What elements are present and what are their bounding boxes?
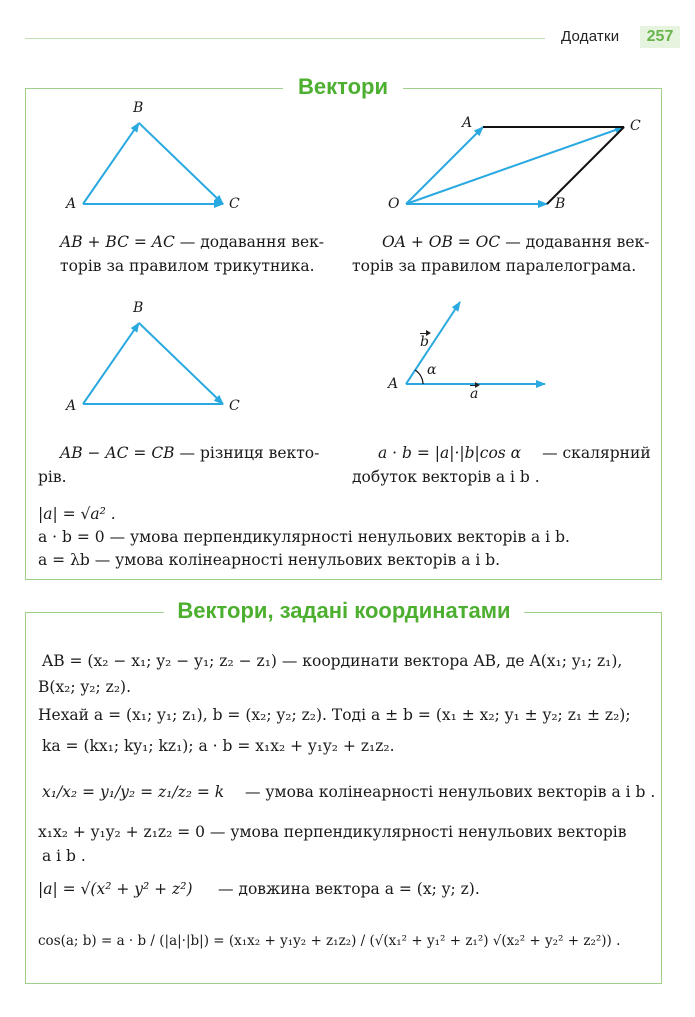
coords-perp-line2: a і b . bbox=[42, 847, 86, 865]
angle-label-a: A bbox=[388, 376, 399, 392]
dot-text1: — скалярний bbox=[542, 444, 651, 462]
par-label-o: O bbox=[388, 196, 400, 212]
tri2-label-a: A bbox=[66, 398, 77, 414]
length-formula: |a| = √(x² + y² + z²) bbox=[38, 880, 193, 898]
coords-line1: AB = (x₂ − x₁; y₂ − y₁; z₂ − z₁) — координати вектора AB, де A(x₁; y₁; z₁), bbox=[42, 652, 623, 670]
coords-coll-text: — умова колінеарності ненульових векторів a і b . bbox=[245, 783, 656, 801]
diff-text1: — різниця векто- bbox=[179, 444, 320, 462]
par-label-a: A bbox=[462, 115, 473, 131]
diff-line1 bbox=[60, 442, 319, 465]
sum-par-text2: торів за правилом паралелограма. bbox=[352, 257, 637, 275]
vec-a-label: a bbox=[470, 386, 479, 402]
par-label-c: C bbox=[630, 118, 641, 134]
dot-text2: добуток векторів a і b . bbox=[352, 468, 540, 486]
sum-par-line1 bbox=[382, 231, 649, 254]
vectors-title: Вектори bbox=[283, 74, 403, 104]
length-text: — довжина вектора a = (x; y; z). bbox=[218, 880, 480, 898]
tri2-label-b: B bbox=[133, 300, 144, 316]
tri1-label-a: A bbox=[66, 196, 77, 212]
header-label: Додатки bbox=[561, 28, 620, 45]
dot-line1 bbox=[378, 442, 651, 465]
sum-triangle-text2: торів за правилом трикутника. bbox=[60, 257, 315, 275]
cos-formula: cos(a; b) = a · b / (|a|·|b|) = (x₁x₂ + y₁y₂ + z₁z₂) / (√(x₁² + y₁² + z₁²) √(x₂² + y₂² + z₂²)) . bbox=[38, 933, 621, 949]
diff-text2: рів. bbox=[38, 468, 67, 486]
coords-title: Вектори, задані координатами bbox=[164, 598, 524, 628]
abs-formula: |a| = √a² . bbox=[38, 505, 116, 523]
coords-line2: B(x₂; y₂; z₂). bbox=[38, 678, 132, 696]
sum-triangle-formula: AB + BC = AC bbox=[60, 233, 175, 251]
sum-triangle-text1: — додавання век- bbox=[179, 233, 325, 251]
angle-label-alpha: α bbox=[427, 362, 437, 378]
coords-line4: ka = (kx₁; ky₁; kz₁); a · b = x₁x₂ + y₁y₂ + z₁z₂. bbox=[42, 737, 395, 755]
vec-b-label: b bbox=[420, 334, 429, 350]
perp-line: a · b = 0 — умова перпендикулярності ненульових векторів a і b. bbox=[38, 528, 570, 546]
coords-perp-line1: x₁x₂ + y₁y₂ + z₁z₂ = 0 — умова перпендикулярності ненульових векторів bbox=[38, 823, 627, 841]
coords-line3: Нехай a = (x₁; y₁; z₁), b = (x₂; y₂; z₂). Тоді a ± b = (x₁ ± x₂; y₁ ± y₂; z₁ ± z₂); bbox=[38, 706, 631, 724]
tri1-label-b: B bbox=[133, 100, 144, 116]
angle-vec-b bbox=[420, 334, 429, 350]
coll-line: a = λb — умова колінеарності ненульових векторів a і b. bbox=[38, 551, 501, 569]
coll-fraction: x₁/x₂ = y₁/y₂ = z₁/z₂ = k bbox=[42, 783, 225, 801]
diff-formula: AB − AC = CB bbox=[60, 444, 175, 462]
sum-par-formula: OA + OB = OC bbox=[382, 233, 501, 251]
par-label-b: B bbox=[555, 196, 566, 212]
tri1-label-c: C bbox=[229, 196, 240, 212]
angle-vec-a bbox=[470, 386, 478, 402]
sum-triangle-line1 bbox=[60, 231, 324, 254]
page-number: 257 bbox=[640, 26, 680, 48]
sum-par-text1: — додавання век- bbox=[505, 233, 650, 251]
tri2-label-c: C bbox=[229, 398, 240, 414]
dot-formula: a · b = |a|·|b|cos α bbox=[378, 444, 522, 462]
